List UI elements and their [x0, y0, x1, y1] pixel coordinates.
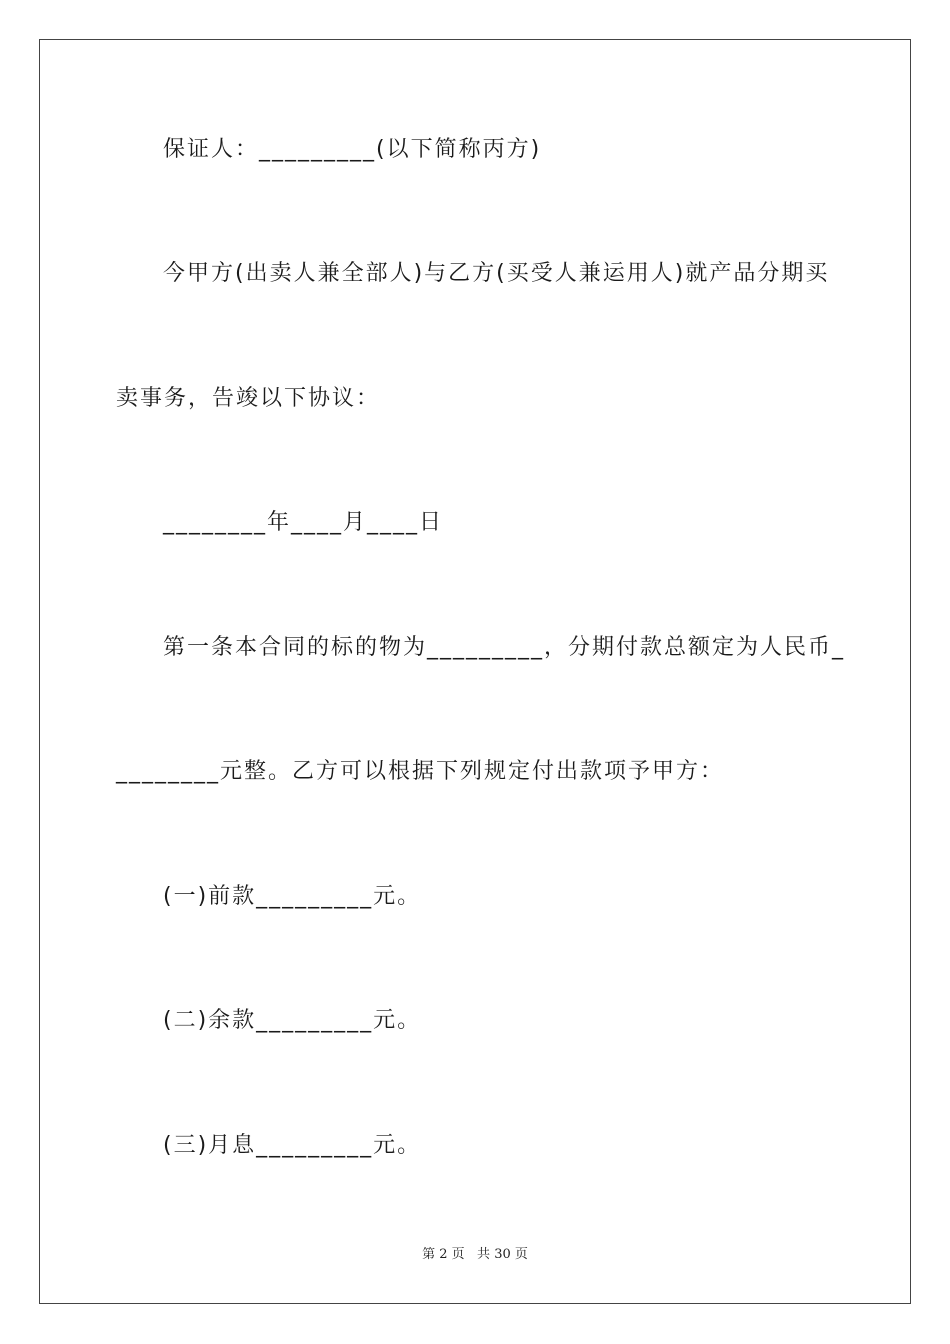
page-number-footer: 第 2 页 共 30 页: [422, 1247, 528, 1262]
article-one-line: 第一条本合同的标的物为_________，分期付款总额定为人民币_: [163, 635, 846, 660]
monthly-interest-line: (三)月息_________元。: [163, 1133, 422, 1158]
article-one-continuation: ________元整。乙方可以根据下列规定付出款项予甲方：: [116, 759, 725, 784]
page-border: [39, 39, 911, 1304]
balance-line: (二)余款_________元。: [163, 1008, 422, 1033]
agreement-intro-continuation: 卖事务，告竣以下协议：: [116, 386, 381, 411]
agreement-intro-line: 今甲方(出卖人兼全部人)与乙方(买受人兼运用人)就产品分期买: [163, 261, 830, 286]
down-payment-line: (一)前款_________元。: [163, 884, 422, 909]
guarantor-line: 保证人：_________(以下简称丙方): [163, 137, 542, 162]
date-line: ________年____月____日: [163, 510, 444, 535]
